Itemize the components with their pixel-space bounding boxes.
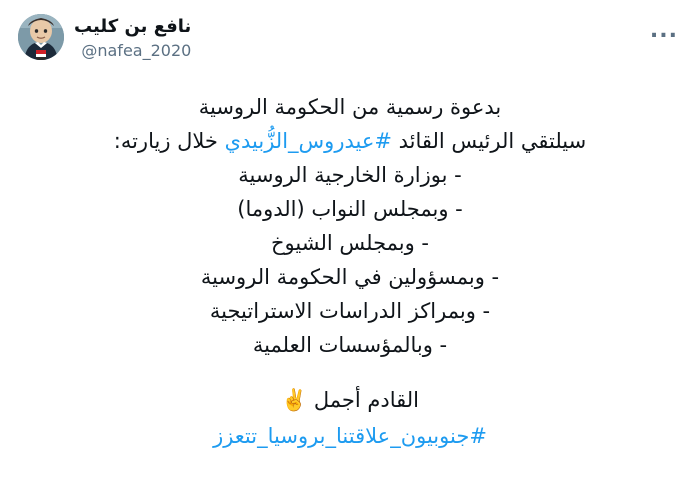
- tweet-line: - وبالمؤسسات العلمية: [252, 333, 448, 358]
- tweet-line: - وبمجلس النواب (الدوما): [237, 197, 463, 222]
- tweet-line-suffix: خلال زيارته:: [113, 129, 225, 154]
- author-display-name: نافع بن كليب: [74, 16, 192, 37]
- tweet-header: [0, 10, 700, 80]
- tweet-line-prefix: سيلتقي الرئيس القائد: [391, 129, 587, 154]
- author-handle: @nafea_2020: [81, 40, 192, 60]
- author-names: [74, 10, 191, 61]
- tweet-closing-line: القادم أجمل ✌️: [281, 388, 419, 413]
- tweet-line: - وبمراكز الدراسات الاستراتيجية: [209, 299, 491, 324]
- tweet-line-break: [16, 362, 684, 383]
- author-block[interactable]: [18, 10, 191, 61]
- more-options-icon[interactable]: ...: [649, 18, 678, 43]
- tweet-line: - بوزارة الخارجية الروسية: [238, 163, 462, 188]
- hashtag-link[interactable]: #عيدروس_الزُّبيدي: [224, 129, 392, 154]
- closing-hashtag-link[interactable]: #جنوبيون_علاقتنا_بروسيا_تتعزز: [213, 424, 487, 449]
- tweet-line: - وبمجلس الشيوخ: [270, 231, 430, 256]
- tweet-text: [16, 90, 684, 453]
- tweet-line: بدعوة رسمية من الحكومة الروسية: [198, 95, 502, 119]
- tweet-line: [16, 124, 684, 158]
- avatar[interactable]: [18, 14, 64, 60]
- tweet-line: - وبمسؤولين في الحكومة الروسية: [200, 265, 500, 290]
